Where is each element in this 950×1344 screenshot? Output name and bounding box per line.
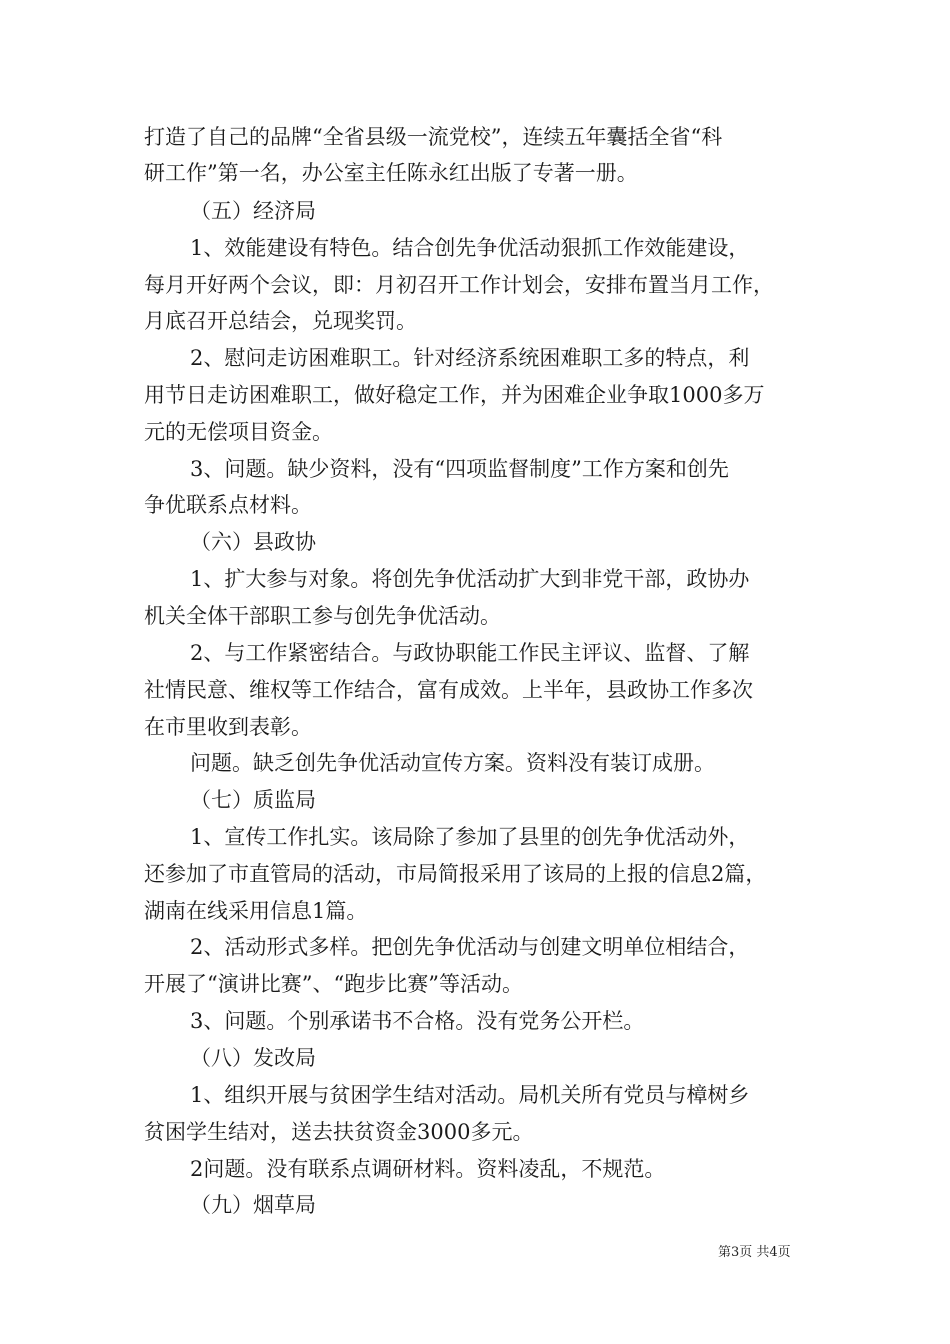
- paragraph-line: 2、与工作紧密结合。与政协职能工作民主评议、监督、了解: [190, 641, 750, 665]
- section-heading: （九）烟草局: [190, 1193, 316, 1217]
- paragraph-line: 问题。缺乏创先争优活动宣传方案。资料没有装订成册。: [190, 751, 715, 775]
- paragraph-line: 2、活动形式多样。把创先争优活动与创建文明单位相结合，: [190, 935, 750, 959]
- section-heading: （六）县政协: [190, 530, 316, 554]
- paragraph-line: 研工作”第一名，办公室主任陈永红出版了专著一册。: [144, 161, 638, 185]
- paragraph-line: 月底召开总结会，兑现奖罚。: [144, 309, 417, 333]
- paragraph-line: 社情民意、维权等工作结合，富有成效。上半年，县政协工作多次: [144, 678, 753, 702]
- paragraph-line: 湖南在线采用信息1篇。: [144, 899, 368, 923]
- paragraph-line: 争优联系点材料。: [144, 493, 312, 517]
- paragraph-line: 1、扩大参与对象。将创先争优活动扩大到非党干部，政协办: [190, 567, 750, 591]
- paragraph-line: 开展了“演讲比赛”、“跑步比赛”等活动。: [144, 972, 523, 996]
- paragraph-line: 机关全体干部职工参与创先争优活动。: [144, 604, 501, 628]
- paragraph-line: 3、问题。缺少资料，没有“四项监督制度”工作方案和创先: [190, 457, 729, 481]
- paragraph-line: 元的无偿项目资金。: [144, 420, 333, 444]
- paragraph-line: 打造了自己的品牌“全省县级一流党校”，连续五年囊括全省“科: [144, 125, 723, 149]
- paragraph-line: 1、宣传工作扎实。该局除了参加了县里的创先争优活动外，: [190, 825, 750, 849]
- section-heading: （八）发改局: [190, 1046, 316, 1070]
- page-number-footer: 第3页 共4页: [718, 1245, 791, 1260]
- paragraph-line: 用节日走访困难职工，做好稳定工作，并为困难企业争取1000多万: [144, 383, 765, 407]
- paragraph-line: 1、效能建设有特色。结合创先争优活动狠抓工作效能建设，: [190, 236, 750, 260]
- paragraph-line: 贫困学生结对，送去扶贫资金3000多元。: [144, 1120, 534, 1144]
- paragraph-line: 3、问题。个别承诺书不合格。没有党务公开栏。: [190, 1009, 645, 1033]
- section-heading: （五）经济局: [190, 199, 316, 223]
- paragraph-line: 还参加了市直管局的活动，市局简报采用了该局的上报的信息2篇，: [144, 862, 767, 886]
- paragraph-line: 2、慰问走访困难职工。针对经济系统困难职工多的特点，利: [190, 346, 750, 370]
- section-heading: （七）质监局: [190, 788, 316, 812]
- paragraph-line: 每月开好两个会议，即：月初召开工作计划会，安排布置当月工作，: [144, 273, 774, 297]
- paragraph-line: 1、组织开展与贫困学生结对活动。局机关所有党员与樟树乡: [190, 1083, 750, 1107]
- paragraph-line: 在市里收到表彰。: [144, 715, 312, 739]
- paragraph-line: 2问题。没有联系点调研材料。资料凌乱，不规范。: [190, 1157, 666, 1181]
